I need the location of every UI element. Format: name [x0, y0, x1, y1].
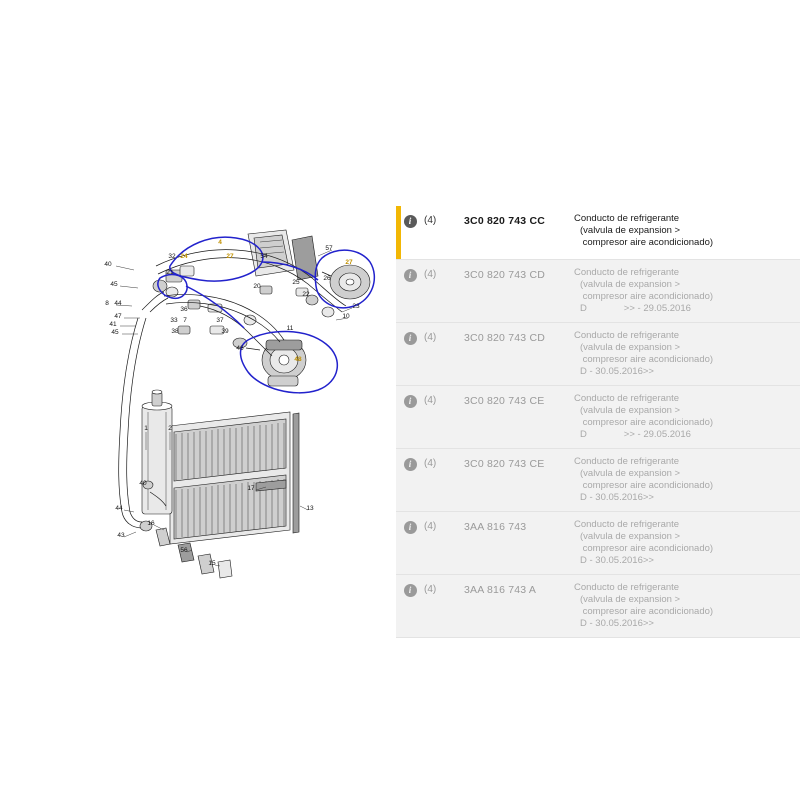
description-cell — [574, 213, 800, 249]
description-line: D - 30.05.2016>> — [580, 555, 654, 566]
callout-label: 40 — [104, 261, 112, 268]
callout-label: 45 — [111, 329, 119, 336]
description-line: (valvula de expansion > — [580, 342, 681, 353]
callout-label: 57 — [325, 245, 333, 252]
description-line: D - 30.05.2016>> — [580, 618, 654, 629]
callout-label: 4 — [218, 239, 222, 246]
row-selection-indicator — [396, 386, 401, 448]
description-line: compresor aire acondicionado) — [580, 417, 714, 428]
part-number-cell[interactable]: 3C0 820 743 CD — [464, 332, 546, 344]
row-selection-indicator — [396, 575, 401, 637]
table-row[interactable] — [396, 449, 800, 512]
callout-label: 36 — [180, 306, 188, 313]
description-line: Conducto de refrigerante — [574, 213, 680, 224]
quantity-cell: (4) — [424, 332, 437, 343]
description-cell — [574, 456, 800, 504]
description-cell — [574, 267, 800, 315]
info-icon[interactable]: i — [404, 269, 417, 282]
callout-label: 38 — [171, 328, 179, 335]
callout-label: 56 — [180, 547, 188, 554]
description-line: compresor aire acondicionado) — [580, 480, 714, 491]
quantity-cell: (4) — [424, 269, 437, 280]
table-row[interactable] — [396, 575, 800, 638]
part-number-cell[interactable]: 3AA 816 743 — [464, 521, 527, 533]
callout-label: 1 — [144, 425, 148, 432]
description-line: D - 30.05.2016>> — [580, 366, 654, 377]
callout-label: 17 — [247, 485, 255, 492]
quantity-cell: (4) — [424, 458, 437, 469]
description-line: compresor aire acondicionado) — [580, 606, 714, 617]
quantity-cell: (4) — [424, 395, 437, 406]
description-line: Conducto de refrigerante — [574, 582, 680, 593]
callout-label: 24 — [180, 253, 188, 260]
description-line: Conducto de refrigerante — [574, 519, 680, 530]
fan-clutch — [322, 265, 370, 299]
quantity-cell: (4) — [424, 584, 437, 595]
quantity-cell: (4) — [424, 215, 437, 226]
description-line: D >> - 29.05.2016 — [580, 303, 691, 314]
callout-label: 8 — [105, 300, 109, 307]
callout-label: 2 — [168, 425, 172, 432]
callout-label: 25 — [292, 279, 300, 286]
callout-label: 27 — [345, 259, 353, 266]
row-selection-indicator — [396, 449, 401, 511]
callout-label: 27 — [226, 253, 234, 260]
info-icon[interactable]: i — [404, 395, 417, 408]
description-cell — [574, 393, 800, 441]
description-cell — [574, 582, 800, 630]
table-row[interactable] — [396, 206, 800, 260]
part-number-cell[interactable]: 3C0 820 743 CE — [464, 395, 545, 407]
description-line: compresor aire acondicionado) — [580, 543, 714, 554]
callout-label: 13 — [306, 505, 314, 512]
description-line: compresor aire acondicionado) — [580, 291, 714, 302]
exploded-parts-diagram[interactable] — [60, 200, 390, 600]
part-number-cell[interactable]: 3C0 820 743 CD — [464, 269, 546, 281]
row-selection-indicator — [396, 206, 401, 259]
callout-label: 26 — [323, 275, 331, 282]
callout-label: 45 — [110, 281, 118, 288]
table-row[interactable] — [396, 512, 800, 575]
table-row[interactable] — [396, 260, 800, 323]
callout-label: 21 — [166, 269, 174, 276]
callout-label: 44 — [114, 300, 122, 307]
info-icon[interactable]: i — [404, 584, 417, 597]
callout-label: 20 — [253, 283, 261, 290]
description-line: compresor aire acondicionado) — [580, 237, 714, 248]
description-line: Conducto de refrigerante — [574, 456, 680, 467]
part-number-cell[interactable]: 3C0 820 743 CE — [464, 458, 545, 470]
receiver-dryer — [142, 390, 172, 514]
info-icon[interactable]: i — [404, 458, 417, 471]
table-row[interactable] — [396, 386, 800, 449]
description-line: (valvula de expansion > — [580, 531, 681, 542]
description-cell — [574, 519, 800, 567]
diagram-pane[interactable] — [0, 0, 395, 800]
callout-label: 7 — [183, 317, 187, 324]
info-icon[interactable]: i — [404, 521, 417, 534]
callout-label: 10 — [342, 313, 350, 320]
description-line: Conducto de refrigerante — [574, 330, 680, 341]
row-selection-indicator — [396, 512, 401, 574]
description-cell — [574, 330, 800, 378]
description-line: (valvula de expansion > — [580, 594, 681, 605]
callout-label: 46 — [236, 345, 244, 352]
part-number-cell[interactable]: 3C0 820 743 CC — [464, 215, 546, 227]
info-icon[interactable]: i — [404, 332, 417, 345]
callout-label: 40 — [139, 480, 147, 487]
info-icon[interactable]: i — [404, 215, 417, 228]
callout-label: 15 — [208, 560, 216, 567]
callout-label: 48 — [294, 356, 302, 363]
callout-label: 32 — [168, 253, 176, 260]
description-line: (valvula de expansion > — [580, 405, 681, 416]
callout-label: 37 — [216, 317, 224, 324]
row-selection-indicator — [396, 260, 401, 322]
callout-label: 44 — [115, 505, 123, 512]
condenser-assembly — [170, 412, 299, 544]
callout-label: 54 — [260, 253, 268, 260]
quantity-cell: (4) — [424, 521, 437, 532]
description-line: D >> - 29.05.2016 — [580, 429, 691, 440]
callout-label: 22 — [302, 291, 310, 298]
callout-label: 11 — [286, 325, 294, 332]
callout-label: 33 — [170, 317, 178, 324]
description-line: D - 30.05.2016>> — [580, 492, 654, 503]
description-line: compresor aire acondicionado) — [580, 354, 714, 365]
callout-label: 47 — [114, 313, 122, 320]
part-number-cell[interactable]: 3AA 816 743 A — [464, 584, 537, 596]
row-selection-indicator — [396, 323, 401, 385]
table-row[interactable] — [396, 323, 800, 386]
callout-label: 23 — [352, 303, 360, 310]
description-line: (valvula de expansion > — [580, 279, 681, 290]
description-line: (valvula de expansion > — [580, 225, 681, 236]
callout-label: 41 — [109, 321, 117, 328]
parts-result-table[interactable] — [396, 206, 800, 629]
description-line: Conducto de refrigerante — [574, 267, 680, 278]
callout-label: 16 — [147, 520, 155, 527]
description-line: (valvula de expansion > — [580, 468, 681, 479]
callout-label: 43 — [117, 532, 125, 539]
callout-label: 39 — [221, 328, 229, 335]
description-line: Conducto de refrigerante — [574, 393, 680, 404]
